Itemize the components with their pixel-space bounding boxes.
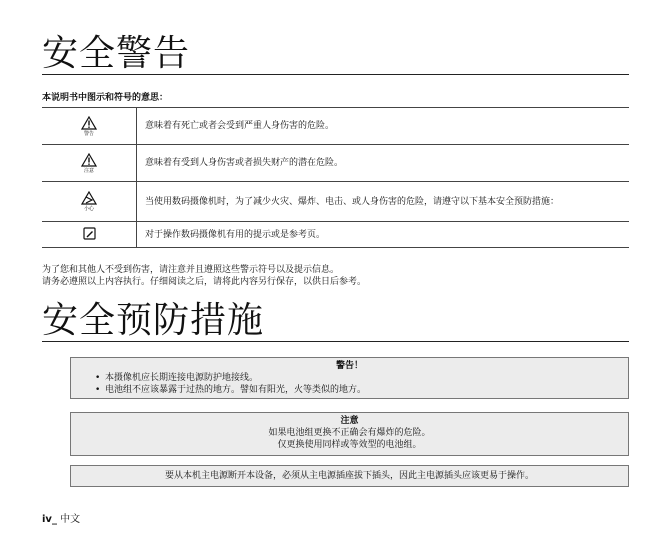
symbols-intro: 本说明书中图示和符号的意思： [42, 93, 169, 103]
section-title-safety-precautions: 安全预防措施 [42, 301, 629, 342]
page-title-safety-warnings: 安全警告 [42, 34, 629, 75]
note-pencil-icon [83, 227, 96, 240]
warning-list [71, 372, 628, 396]
symbol-caption: 小心 [83, 206, 94, 212]
disconnect-note: 要从本机主电源断开本设备，必须从主电源插座拔下插头，因此主电源插头应该更易于操作。 [164, 471, 534, 481]
table-row [42, 145, 629, 182]
caution-line: 仅更换使用同样或等效型的电池组。 [277, 440, 422, 450]
page-number: iv_ [42, 514, 57, 525]
table-row [42, 222, 629, 248]
table-row [42, 182, 629, 222]
table-row [42, 108, 629, 145]
warning-box-title: 警告！ [335, 361, 363, 371]
page-footer [42, 510, 80, 525]
symbol-caption: 注意 [83, 167, 94, 174]
caution-box-title: 注意 [340, 416, 359, 426]
intro-text [42, 264, 366, 288]
warning-box [70, 357, 629, 399]
caution-line: 如果电池组更换不正确会有爆炸的危险。 [268, 428, 431, 438]
footer-language: 中文 [60, 514, 81, 525]
disconnect-note-box [70, 465, 629, 487]
list-item: • 电池组不应该暴露于过热的地方。譬如有阳光，火等类似的地方。 [95, 384, 628, 396]
symbols-table [42, 107, 629, 248]
warning-triangle-icon [81, 116, 97, 137]
symbol-description: 意味着有死亡或者会受到严重人身伤害的危险。 [137, 108, 630, 145]
intro-line: 请务必遵照以上内容执行。仔细阅读之后，请将此内容另行保存，以供日后参考。 [42, 277, 367, 287]
warning-triangle-icon [81, 153, 97, 174]
symbol-caption: 警告 [83, 130, 94, 137]
symbol-description: 对于操作数码摄像机有用的提示或是参考页。 [137, 222, 630, 248]
intro-line: 为了您和其他人不受到伤害，请注意并且遵照这些警示符号以及提示信息。 [42, 265, 340, 275]
symbol-description: 当使用数码摄像机时，为了减少火灾、爆炸、电击、或人身伤害的危险，请遵守以下基本安全预防措施： [137, 182, 630, 222]
list-item: • 本摄像机应长期连接电源防护地接线。 [95, 372, 628, 384]
symbol-description: 意味着有受到人身伤害或者损失财产的潜在危险。 [137, 145, 630, 182]
caution-box [70, 412, 629, 456]
caution-triangle-icon [81, 191, 97, 212]
